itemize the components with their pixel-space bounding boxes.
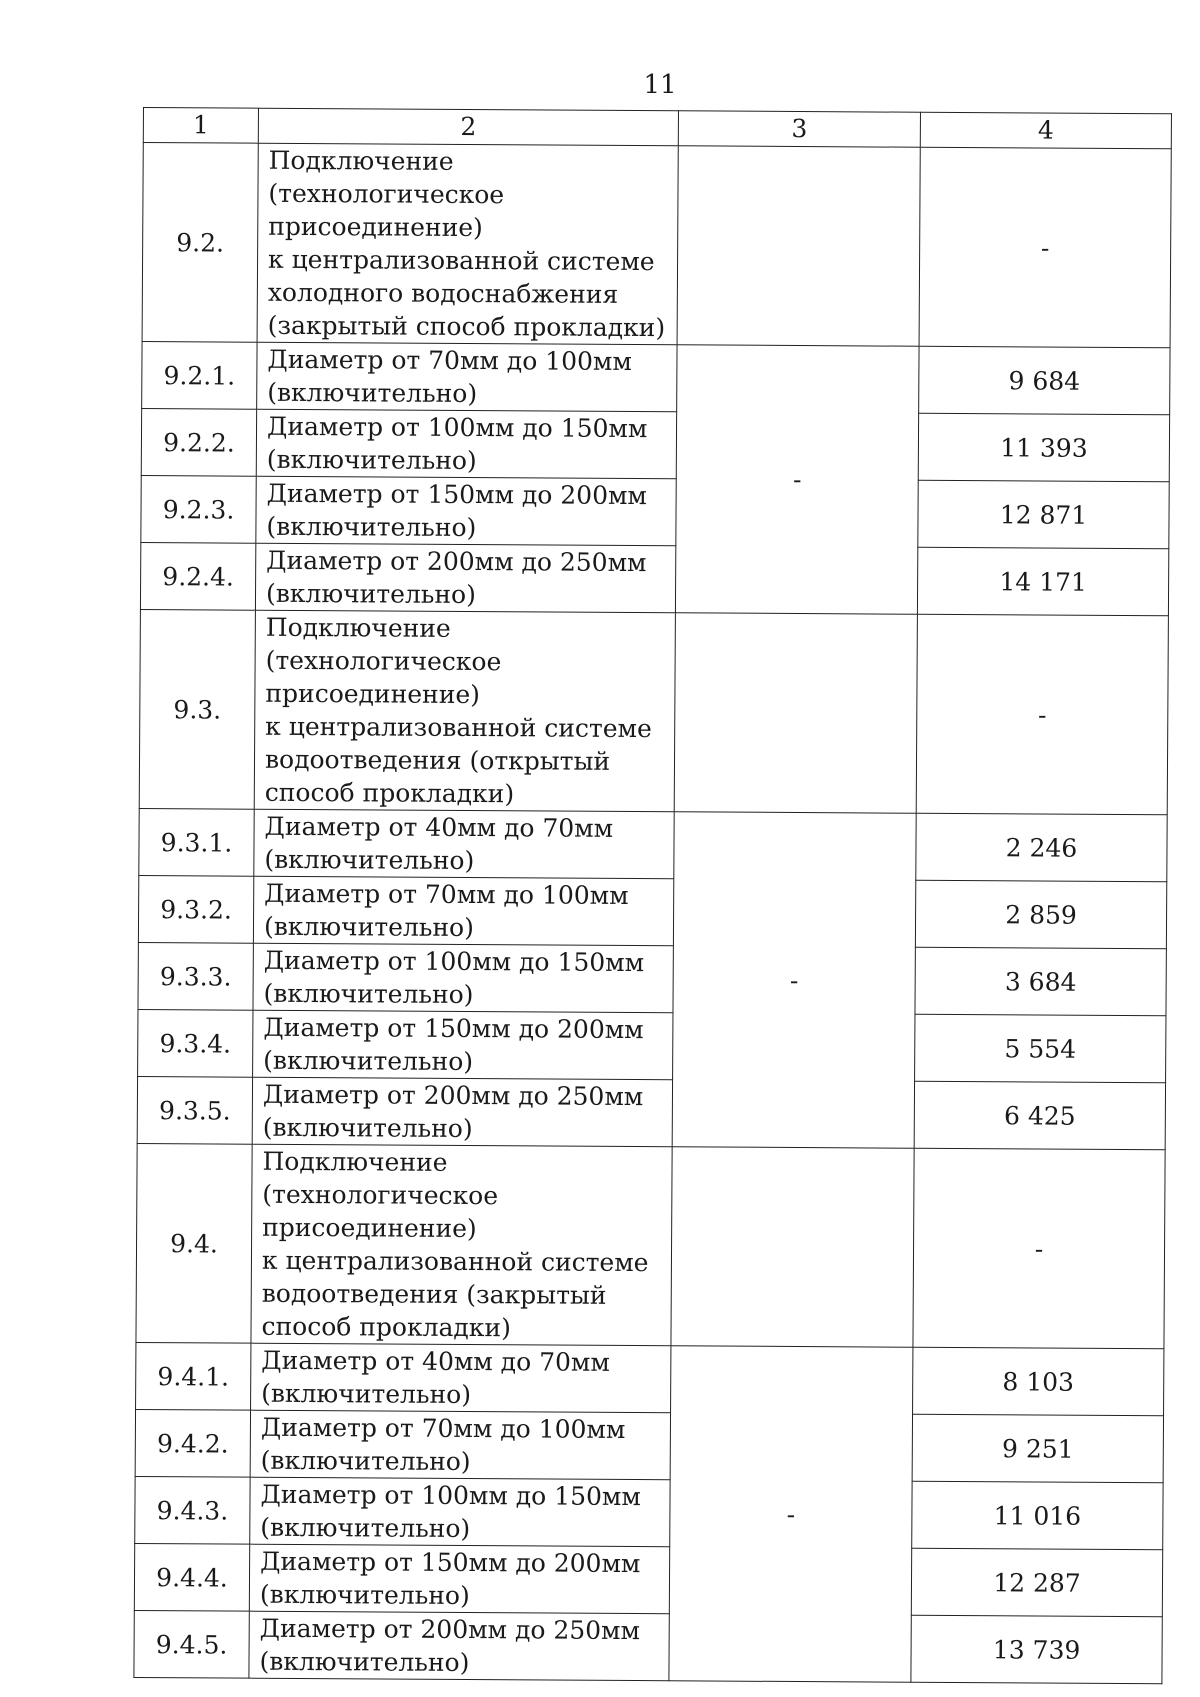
item-value: 9 684 — [919, 346, 1170, 415]
item-description: Диаметр от 100мм до 150мм (включительно) — [250, 1477, 670, 1547]
item-number: 9.4.5. — [134, 1610, 249, 1678]
merged-column-3: - — [669, 1346, 913, 1682]
item-description: Диаметр от 70мм до 100мм (включительно) — [257, 342, 677, 412]
table-row — [141, 475, 1169, 548]
table-row — [138, 875, 1166, 948]
column-header: 2 — [258, 108, 678, 146]
item-value: 12 871 — [918, 480, 1169, 549]
item-description: Диаметр от 200мм до 250мм (включительно) — [255, 543, 675, 613]
item-description: Подключение (технологическое присоединение) к централизованной системе водоотведения (закрытый способ прокладки) — [251, 1144, 672, 1346]
item-number: 9.4.2. — [135, 1409, 250, 1477]
table-row — [134, 1610, 1162, 1683]
item-description: Диаметр от 70мм до 100мм (включительно) — [250, 1410, 670, 1480]
table-row — [142, 341, 1170, 414]
item-number: 9.3.2. — [138, 875, 253, 943]
item-value: 11 393 — [918, 413, 1169, 482]
item-description: Диаметр от 150мм до 200мм (включительно) — [253, 1010, 673, 1080]
item-number: 9.3.4. — [138, 1009, 253, 1077]
item-description: Диаметр от 200мм до 250мм (включительно) — [249, 1611, 669, 1681]
table-row — [141, 408, 1169, 481]
item-value: 3 684 — [915, 947, 1166, 1016]
merged-column-3: - — [672, 812, 916, 1148]
table-row — [136, 1342, 1164, 1415]
item-description: Диаметр от 200мм до 250мм (включительно) — [252, 1077, 672, 1147]
table-row — [138, 1009, 1166, 1082]
item-number: 9.3. — [139, 609, 255, 809]
item-number: 9.2.2. — [141, 408, 256, 476]
item-description: Диаметр от 100мм до 150мм (включительно) — [256, 409, 676, 479]
table-row — [140, 542, 1168, 615]
group-column-3 — [677, 146, 920, 346]
group-row — [142, 143, 1171, 348]
item-description: Подключение (технологическое присоединение) к централизованной системе холодного водоснабжения (закрытый способ прокладки) — [257, 143, 678, 345]
item-description: Подключение (технологическое присоединение) к централизованной системе водоотведения (открытый способ прокладки) — [254, 610, 675, 812]
item-description: Диаметр от 100мм до 150мм (включительно) — [253, 943, 673, 1013]
group-column-3 — [671, 1147, 914, 1347]
item-value: 8 103 — [913, 1347, 1164, 1416]
column-header: 3 — [678, 111, 920, 147]
item-value: - — [916, 614, 1168, 815]
column-header: 1 — [143, 108, 258, 144]
table-row — [135, 1476, 1163, 1549]
table-row — [137, 1076, 1165, 1149]
item-number: 9.4.4. — [134, 1543, 249, 1611]
item-number: 9.2.3. — [141, 475, 256, 543]
item-number: 9.2. — [142, 143, 258, 343]
group-row — [139, 609, 1168, 814]
item-description: Диаметр от 40мм до 70мм (включительно) — [254, 809, 674, 879]
item-description: Диаметр от 150мм до 200мм (включительно) — [249, 1544, 669, 1614]
item-value: - — [913, 1148, 1165, 1349]
item-value: 12 287 — [911, 1548, 1162, 1617]
item-number: 9.3.3. — [138, 942, 253, 1010]
item-description: Диаметр от 70мм до 100мм (включительно) — [253, 876, 673, 946]
item-value: 5 554 — [915, 1014, 1166, 1083]
table-row — [138, 942, 1166, 1015]
item-number: 9.4. — [136, 1143, 252, 1343]
item-number: 9.3.1. — [139, 808, 254, 876]
item-number: 9.2.4. — [140, 542, 255, 610]
item-value: 6 425 — [914, 1081, 1165, 1150]
table-row — [134, 1543, 1162, 1616]
item-number: 9.2.1. — [142, 341, 257, 409]
merged-column-3: - — [675, 345, 919, 614]
column-header: 4 — [920, 112, 1171, 149]
page-number: 11 — [643, 70, 677, 100]
item-value: 2 859 — [915, 880, 1166, 949]
table-row — [139, 808, 1167, 881]
item-value: 14 171 — [917, 547, 1168, 616]
item-value: 13 739 — [911, 1615, 1162, 1684]
item-value: 9 251 — [912, 1414, 1163, 1483]
item-value: 11 016 — [912, 1481, 1163, 1550]
group-row — [136, 1143, 1165, 1348]
group-column-3 — [674, 613, 917, 813]
item-description: Диаметр от 150мм до 200мм (включительно) — [256, 476, 676, 546]
item-value: 2 246 — [916, 813, 1167, 882]
item-number: 9.4.3. — [135, 1476, 250, 1544]
item-number: 9.3.5. — [137, 1076, 252, 1144]
item-number: 9.4.1. — [136, 1342, 251, 1410]
table-row — [135, 1409, 1163, 1482]
item-description: Диаметр от 40мм до 70мм (включительно) — [251, 1343, 671, 1413]
item-value: - — [919, 147, 1171, 348]
tariff-table — [133, 107, 1172, 1684]
